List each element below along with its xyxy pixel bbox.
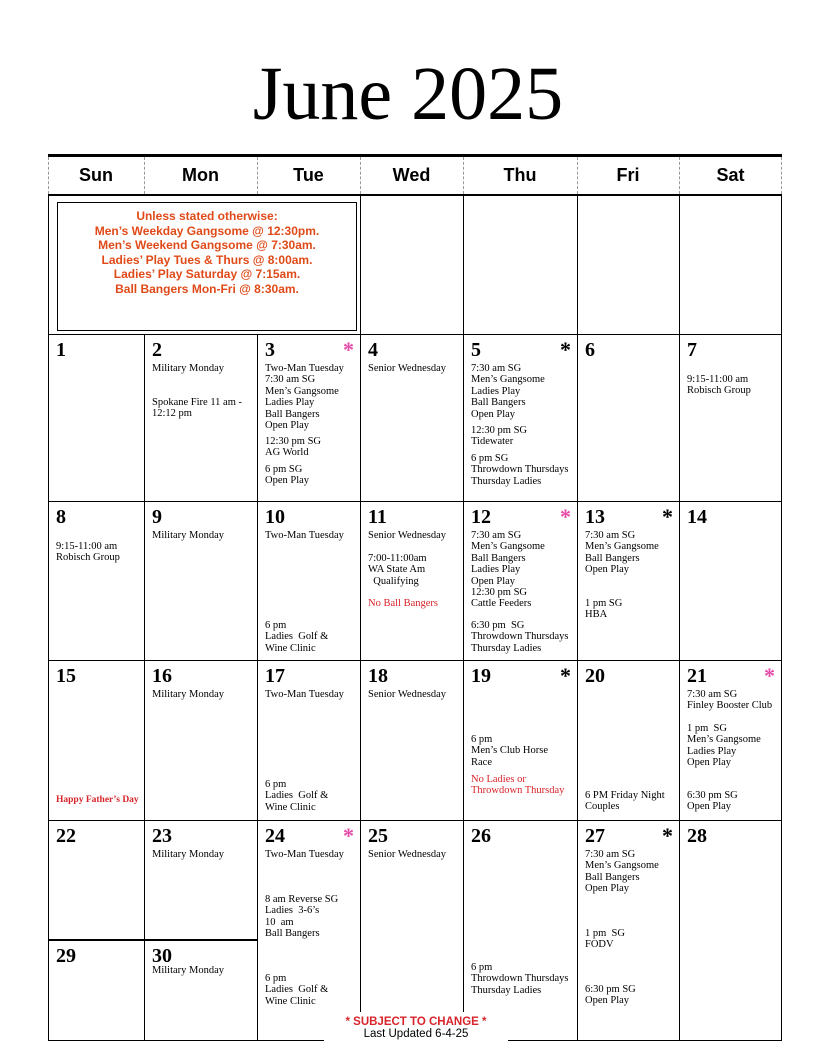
event-text: 6 pm Ladies Golf & Wine Clinic bbox=[265, 973, 329, 1007]
header-sep bbox=[463, 157, 464, 194]
event-text: 8 am Reverse SG Ladies 3-6’s 10 am Ball Bangers bbox=[265, 894, 339, 940]
event-text: 7:30 am SG Men’s Gangsome Ball Bangers Open Play bbox=[585, 849, 659, 895]
event-text: 7:30 am SG Men’s Gangsome Ball Bangers Open Play bbox=[585, 530, 659, 576]
event-text: Senior Wednesday bbox=[368, 363, 446, 374]
event-text-red: No Ball Bangers bbox=[368, 598, 438, 609]
event-text: 1 pm SG FODV bbox=[585, 928, 625, 951]
day-number: 19 bbox=[471, 665, 491, 687]
header-sep bbox=[144, 157, 145, 194]
day-number: 29 bbox=[56, 945, 76, 967]
fathers-day-note: Happy Father’s Day bbox=[56, 795, 139, 805]
event-text: Senior Wednesday bbox=[368, 849, 446, 860]
event-text: Two-Man Tuesday bbox=[265, 530, 344, 541]
event-text: Spokane Fire 11 am - 12:12 pm bbox=[152, 397, 243, 420]
last-updated-note: Last Updated 6-4-25 bbox=[363, 1028, 469, 1040]
header-mon: Mon bbox=[182, 165, 219, 185]
day-number: 24 bbox=[265, 825, 285, 847]
event-text: 6 pm Ladies Golf & Wine Clinic bbox=[265, 620, 329, 654]
header-sun: Sun bbox=[79, 165, 113, 185]
event-text-red: No Ladies or Throwdown Thursday bbox=[471, 774, 565, 797]
day-cell-4 bbox=[361, 335, 463, 501]
event-text: Military Monday bbox=[152, 363, 225, 374]
header-tue: Tue bbox=[293, 165, 324, 185]
header-divider bbox=[48, 194, 782, 196]
day-number: 14 bbox=[687, 506, 707, 528]
day-cell-1 bbox=[49, 335, 144, 501]
event-text: 7:30 am SG Men’s Gangsome Ladies Play Ball Bangers Open Play bbox=[471, 363, 545, 420]
day-number: 7 bbox=[687, 339, 697, 361]
event-text: Military Monday bbox=[152, 965, 225, 976]
day-number: 12 bbox=[471, 506, 491, 528]
day-cell-27 bbox=[578, 821, 679, 1040]
header-wed: Wed bbox=[392, 165, 431, 185]
star-marker: * bbox=[662, 823, 673, 848]
star-marker: * bbox=[764, 663, 775, 688]
notice-box bbox=[57, 202, 357, 331]
day-number: 26 bbox=[471, 825, 491, 847]
event-text: Senior Wednesday bbox=[368, 530, 446, 541]
day-cell-25 bbox=[361, 821, 463, 1040]
event-text: Military Monday bbox=[152, 689, 225, 700]
day-cell-13 bbox=[578, 502, 679, 660]
day-number: 17 bbox=[265, 665, 285, 687]
notice-line: Men’s Weekday Gangsome @ 12:30pm. bbox=[94, 223, 320, 238]
event-text: 9:15-11:00 am Robisch Group bbox=[687, 374, 751, 397]
day-cell-7 bbox=[680, 335, 781, 501]
header-sep bbox=[577, 157, 578, 194]
notice-line: Ladies’ Play Saturday @ 7:15am. bbox=[113, 267, 301, 282]
day-number: 27 bbox=[585, 825, 605, 847]
day-number: 4 bbox=[368, 339, 378, 361]
page-title: June 2025 bbox=[252, 52, 564, 136]
day-cell-2 bbox=[145, 335, 257, 501]
day-cell-9 bbox=[145, 502, 257, 660]
day-cell-10 bbox=[258, 502, 360, 660]
day-number: 30 bbox=[152, 945, 172, 967]
event-text: Senior Wednesday bbox=[368, 689, 446, 700]
day-number: 15 bbox=[56, 665, 76, 687]
event-text: 12:30 pm SG AG World bbox=[265, 436, 322, 459]
event-text: Military Monday bbox=[152, 530, 225, 541]
event-text: 1 pm SG Men’s Gangsome Ladies Play Open Play bbox=[687, 723, 761, 769]
day-number: 10 bbox=[265, 506, 285, 528]
header-sep bbox=[360, 157, 361, 194]
day-cell-19 bbox=[464, 661, 577, 820]
day-number: 3 bbox=[265, 339, 275, 361]
event-text: 12:30 pm SG Tidewater bbox=[471, 425, 528, 448]
event-text: 6 pm Throwdown Thursdays Thursday Ladies bbox=[471, 962, 569, 996]
header-fri: Fri bbox=[616, 165, 640, 185]
day-cell-3 bbox=[258, 335, 360, 501]
day-number: 11 bbox=[368, 506, 387, 528]
event-text: 6:30 pm SG Open Play bbox=[585, 984, 636, 1007]
day-cell-5 bbox=[464, 335, 577, 501]
event-text: 6 pm Men’s Club Horse Race bbox=[471, 734, 548, 768]
event-text: Two-Man Tuesday bbox=[265, 849, 344, 860]
calendar-grid bbox=[48, 154, 782, 1041]
event-text: 9:15-11:00 am Robisch Group bbox=[56, 541, 120, 564]
day-cell-23 bbox=[145, 821, 257, 939]
day-number: 28 bbox=[687, 825, 707, 847]
day-number: 18 bbox=[368, 665, 388, 687]
day-number: 21 bbox=[687, 665, 707, 687]
notice-line: Ball Bangers Mon-Fri @ 8:30am. bbox=[115, 281, 299, 296]
event-text: 6 PM Friday Night Couples bbox=[585, 790, 665, 813]
star-marker: * bbox=[560, 337, 571, 362]
star-marker: * bbox=[560, 663, 571, 688]
event-text: Military Monday bbox=[152, 849, 225, 860]
day-number: 9 bbox=[152, 506, 162, 528]
header-sep bbox=[781, 157, 782, 194]
star-marker: * bbox=[560, 504, 571, 529]
day-cell-18 bbox=[361, 661, 463, 820]
day-cell-21 bbox=[680, 661, 781, 820]
event-text: 7:00-11:00am WA State Am Qualifying bbox=[368, 553, 427, 587]
day-cell-24 bbox=[258, 821, 360, 1040]
star-marker: * bbox=[662, 504, 673, 529]
notice-line: Ladies’ Play Tues & Thurs @ 8:00am. bbox=[101, 252, 313, 267]
header-sep bbox=[48, 157, 49, 194]
event-text: Two-Man Tuesday 7:30 am SG Men’s Gangsome Ladies Play Ball Bangers Open Play bbox=[265, 363, 344, 432]
notice-line: Unless stated otherwise: bbox=[136, 209, 278, 223]
star-marker: * bbox=[343, 337, 354, 362]
day-cell-15 bbox=[49, 661, 144, 820]
day-number: 25 bbox=[368, 825, 388, 847]
day-cell-17 bbox=[258, 661, 360, 820]
star-marker: * bbox=[343, 823, 354, 848]
day-number: 20 bbox=[585, 665, 605, 687]
day-number: 8 bbox=[56, 506, 66, 528]
event-text: Two-Man Tuesday bbox=[265, 689, 344, 700]
day-cell-28 bbox=[680, 821, 781, 1040]
header-sep bbox=[257, 157, 258, 194]
day-cell-29 bbox=[49, 941, 144, 1040]
day-cell-11 bbox=[361, 502, 463, 660]
footer bbox=[324, 1012, 508, 1056]
event-text: 6 pm Ladies Golf & Wine Clinic bbox=[265, 779, 329, 813]
day-cell-6 bbox=[578, 335, 679, 501]
event-text: 6:30 pm SG Throwdown Thursdays Thursday Ladies bbox=[471, 620, 569, 654]
day-cell-16 bbox=[145, 661, 257, 820]
day-cell-12 bbox=[464, 502, 577, 660]
day-number: 22 bbox=[56, 825, 76, 847]
header-sat: Sat bbox=[716, 165, 745, 185]
day-number: 13 bbox=[585, 506, 605, 528]
day-cell-8 bbox=[49, 502, 144, 660]
day-number: 6 bbox=[585, 339, 595, 361]
notice-line: Men’s Weekend Gangsome @ 7:30am. bbox=[98, 238, 316, 253]
subject-to-change-note: * SUBJECT TO CHANGE * bbox=[345, 1016, 487, 1028]
header-thu: Thu bbox=[503, 165, 537, 185]
day-cell-22 bbox=[49, 821, 144, 939]
day-number: 5 bbox=[471, 339, 481, 361]
event-text: 6 pm SG Throwdown Thursdays Thursday Ladies bbox=[471, 453, 569, 487]
header-sep bbox=[679, 157, 680, 194]
day-cell-30 bbox=[145, 941, 257, 1040]
day-cell-20 bbox=[578, 661, 679, 820]
day-cell-26 bbox=[464, 821, 577, 1040]
event-text: 6:30 pm SG Open Play bbox=[687, 790, 738, 813]
grid-line bbox=[781, 196, 782, 1041]
event-text: 1 pm SG HBA bbox=[585, 598, 623, 621]
day-cell-14 bbox=[680, 502, 781, 660]
event-text: 7:30 am SG Finley Booster Club bbox=[687, 689, 773, 712]
day-number: 16 bbox=[152, 665, 172, 687]
day-number: 1 bbox=[56, 339, 66, 361]
event-text: 7:30 am SG Men’s Gangsome Ball Bangers Ladies Play Open Play 12:30 pm SG Cattle Feeders bbox=[471, 530, 545, 610]
day-number: 23 bbox=[152, 825, 172, 847]
event-text: 6 pm SG Open Play bbox=[265, 464, 310, 487]
day-number: 2 bbox=[152, 339, 162, 361]
